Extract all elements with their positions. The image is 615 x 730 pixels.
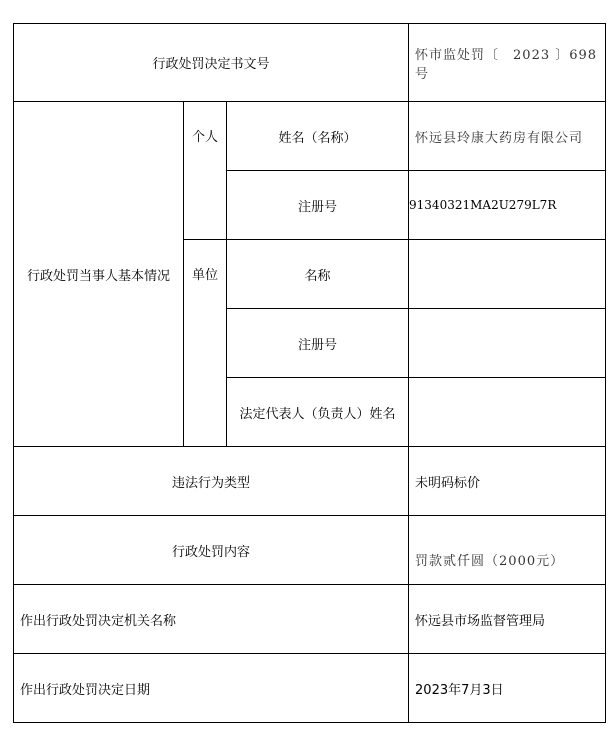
violation-type-label: 违法行为类型 <box>14 447 409 516</box>
doc-number-label: 行政处罚决定书文号 <box>14 24 409 102</box>
unit-reg-label: 注册号 <box>227 309 409 378</box>
doc-number-row <box>14 24 606 102</box>
decision-date-value: 2023年7月3日 <box>409 654 606 723</box>
decision-date-label: 作出行政处罚决定日期 <box>14 654 409 723</box>
legal-rep-label: 法定代表人（负责人）姓名 <box>227 378 409 447</box>
reg-number-label: 注册号 <box>227 171 409 240</box>
authority-label: 作出行政处罚决定机关名称 <box>14 585 409 654</box>
party-info-label: 行政处罚当事人基本情况 <box>14 102 184 447</box>
unit-reg-value <box>409 309 606 378</box>
unit-name-value <box>409 240 606 309</box>
doc-number-value: 怀市监处罚〔 2023 〕698号 <box>409 24 606 102</box>
reg-number-value: 91340321MA2U279L7R <box>409 171 606 240</box>
violation-type-value: 未明码标价 <box>409 447 606 516</box>
legal-rep-value <box>409 378 606 447</box>
unit-label: 单位 <box>184 240 227 447</box>
authority-value: 怀远县市场监督管理局 <box>409 585 606 654</box>
penalty-info-table <box>13 23 606 723</box>
name-label: 姓名（名称） <box>227 102 409 171</box>
penalty-content-label: 行政处罚内容 <box>14 516 409 585</box>
name-value: 怀远县玲康大药房有限公司 <box>409 102 606 171</box>
unit-name-label: 名称 <box>227 240 409 309</box>
penalty-content-value: 罚款贰仟圆（2000元） <box>409 516 606 585</box>
individual-label: 个人 <box>184 102 227 240</box>
